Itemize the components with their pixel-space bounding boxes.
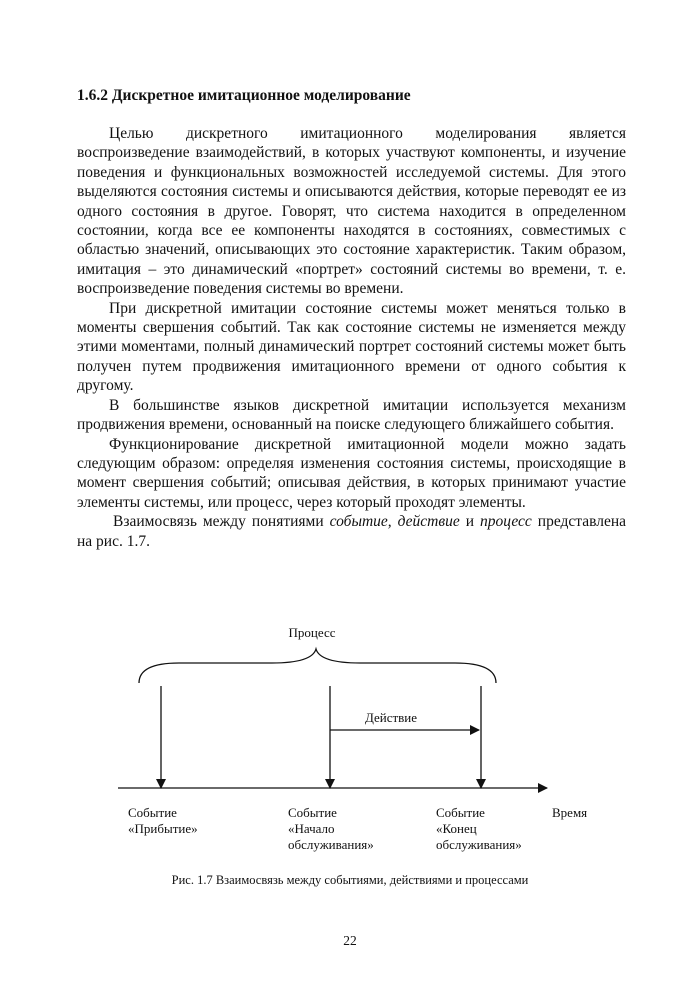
event-label-line: «Начало (288, 821, 335, 836)
event-label-line: Событие (288, 805, 337, 820)
text-run: и (459, 513, 480, 531)
event-label-line: обслуживания» (436, 837, 522, 852)
section-heading: 1.6.2 Дискретное имитационное моделирование (77, 87, 411, 104)
text-run: представлена на рис. 1.7. (77, 513, 627, 550)
paragraph: При дискретной имитации состояние системы может меняться только в моменты свершения событий. Так как состояние системы не изменяется между этими моментами, полный динамический портрет состояний системы может быть получен путем продвижения имитационного времени от одного события к другому. (77, 299, 626, 395)
process-brace (139, 649, 496, 683)
figure-caption: Рис. 1.7 Взаимосвязь между событиями, действиями и процессами (171, 873, 529, 887)
event-label-line: «Прибытие» (128, 821, 198, 836)
paragraph: Целью дискретного имитационного моделирования является воспроизведение взаимодействий, в которых участвуют компоненты, и изучение поведения и функциональных возможностей исследуемой системы. Для этого выделяются состояния системы и описываются действия, которые переводят ее из одного состояния в другое. Говорят, что система находится в определенном состоянии, когда все ее компоненты находятся в состояниях, совместимых с областью значений, описывающих это состояние характеристик. Таким образом, имитация – это динамический «портрет» состояний системы во времени, т. е. воспроизведение поведения системы во времени. (77, 125, 626, 298)
process-label: Процесс (288, 625, 336, 640)
figure-diagram (0, 600, 700, 870)
term-process: процесс (479, 513, 532, 531)
body-text (77, 124, 626, 551)
action-label: Действие (364, 710, 418, 725)
paragraph: В большинстве языков дискретной имитации используется механизм продвижения времени, основанный на поиске следующего ближайшего события. (77, 396, 626, 434)
text-run: Взаимосвязь между понятиями (113, 513, 330, 531)
term-event: событие, (329, 513, 392, 531)
time-label: Время (552, 805, 588, 820)
paragraph: Функционирование дискретной имитационной модели можно задать следующим образом: определяя изменения состояния системы, происходящие в момент свершения событий; описывая действия, в которых принимают участие элементы системы, или процесс, через который проходят элементы. (77, 435, 626, 511)
event-label-line: Событие (128, 805, 177, 820)
term-action: действие (397, 513, 460, 531)
event-label-line: Событие (436, 805, 485, 820)
event-label-line: обслуживания» (288, 837, 374, 852)
page-number: 22 (343, 933, 357, 948)
paragraph-figure-reference (77, 512, 626, 551)
event-label-line: «Конец (436, 821, 477, 836)
